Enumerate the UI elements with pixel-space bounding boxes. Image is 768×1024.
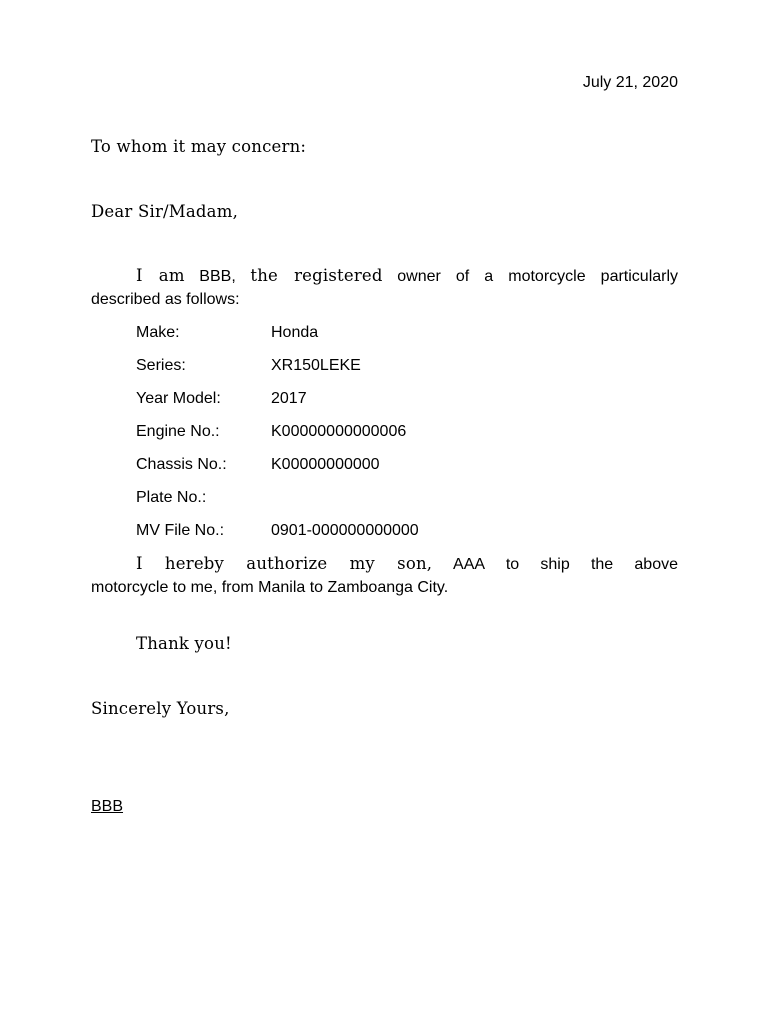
general-salutation: To whom it may concern: <box>91 137 307 156</box>
spec-label-engine-no: Engine No.: <box>136 423 220 440</box>
spec-label-chassis-no: Chassis No.: <box>136 456 227 473</box>
spec-label-year-model: Year Model: <box>136 390 221 407</box>
thank-you: Thank you! <box>136 634 232 653</box>
closing: Sincerely Yours, <box>91 699 230 718</box>
spec-label-plate-no: Plate No.: <box>136 489 207 506</box>
spec-value-engine-no: K00000000000006 <box>271 423 407 440</box>
spec-value-make: Honda <box>271 324 319 341</box>
intro-line-1 <box>136 266 678 287</box>
authorization-line-1 <box>136 554 678 575</box>
signature-name: BBB <box>91 798 124 815</box>
son-name: AAA <box>453 556 486 573</box>
spec-value-mv-file-no: 0901-000000000000 <box>271 522 419 539</box>
authorization-line-2: motorcycle to me, from Manila to Zamboanga City. <box>91 579 449 596</box>
spec-label-mv-file-no: MV File No.: <box>136 522 225 539</box>
spec-value-series: XR150LEKE <box>271 357 361 374</box>
spec-value-chassis-no: K00000000000 <box>271 456 380 473</box>
salutation: Dear Sir/Madam, <box>91 202 239 221</box>
letter-date: July 21, 2020 <box>582 74 678 91</box>
intro-mid-text: the registered <box>250 266 383 285</box>
authorization-rest-text: to ship the above <box>505 556 678 573</box>
spec-label-make: Make: <box>136 324 180 341</box>
authorization-lead-text: I hereby authorize my son, <box>136 554 433 573</box>
owner-name: BBB, <box>199 268 236 285</box>
intro-lead-text: I am <box>136 266 185 285</box>
spec-value-year-model: 2017 <box>271 390 307 407</box>
intro-line-2: described as follows: <box>91 291 240 308</box>
intro-rest-text: owner of a motorcycle particularly <box>397 268 679 285</box>
spec-label-series: Series: <box>136 357 186 374</box>
